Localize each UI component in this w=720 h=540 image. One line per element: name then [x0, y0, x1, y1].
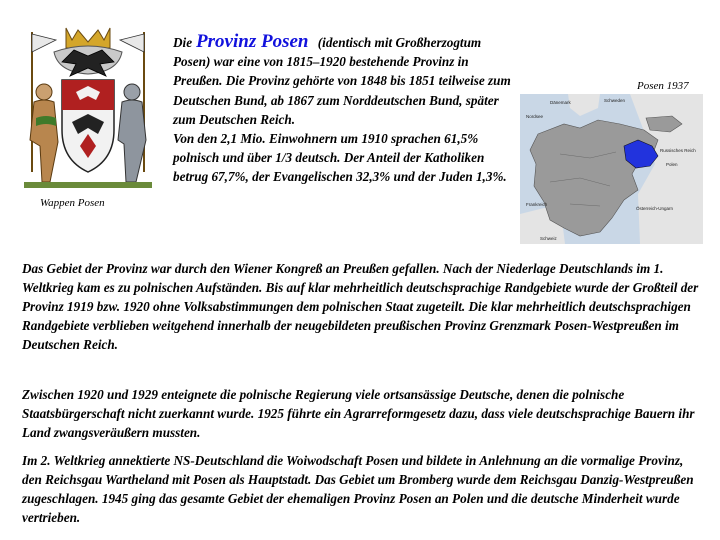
map-label-daenemark: Dänemark [550, 100, 571, 105]
coat-caption: Wappen Posen [40, 197, 105, 209]
paragraph-2 [22, 385, 702, 442]
map-label-nordsee: Nordsee [526, 114, 544, 119]
paragraph-1-text: Das Gebiet der Provinz war durch den Wiener Kongreß an Preußen gefallen. Nach der Niederlage Deutschlands im 1. Weltkrieg kam es zu polnischen Aufständen. Bis auf klar mehrheitlich deutschsprachige Randgebiete wurde der Großteil der Provinz 1919 bzw. 1920 ohne Volksabstimmungen dem polnischen Staat zugeteilt. Die klar mehrheitlich deutschsprachigen Randgebiete verblieben weitgehend innerhalb der neugebildeten preußischen Provinz Grenzmark Posen-Westpreußen im Deutschen Reich. [22, 261, 699, 352]
intro-lead: Die [173, 35, 193, 50]
page-title: Provinz Posen [196, 31, 309, 52]
intro-text-1: (identisch mit Großherzogtum Posen) war eine von 1815–1920 bestehende Provinz in Preußen. Die Provinz gehörte von 1848 bis 1851 teilweise zum Deutschen Bund, ab 1867 zum Norddeutschen Bund, später zum Deutschen Reich. [173, 35, 511, 127]
map-label-osterreich: Österreich-Ungarn [636, 206, 674, 211]
paragraph-3-text: Im 2. Weltkrieg annektierte NS-Deutschland die Woiwodschaft Posen und bildete in Anlehnung an die vormalige Provinz, den Reichsgau Wartheland mit Posen als Hauptstadt. Das Gebiet um Bromberg wurde dem Reichsgau Danzig-Westpreußen zugeschlagen. 1945 ging das gesamte Gebiet der ehemaligen Provinz Posen an Polen und die deutsche Minderheit wurde vertrieben. [22, 453, 694, 525]
map-label-schweden: Schweden [604, 98, 626, 103]
map-caption: Posen 1937 [637, 80, 689, 92]
map-label-frankreich: Frankreich [526, 202, 548, 207]
intro-text-2: Von den 2,1 Mio. Einwohnern um 1910 sprachen 61,5% polnisch und über 1/3 deutsch. Der Anteil der Katholiken betrug 67,7%, der Evangelischen 32,3% und der Juden 1,3%. [173, 131, 507, 185]
map-label-russland: Russisches Reich [660, 148, 696, 153]
coat-of-arms-image [14, 22, 162, 192]
map-label-schweiz: Schweiz [540, 236, 557, 241]
paragraph-2-text: Zwischen 1920 und 1929 enteignete die polnische Regierung viele ortsansässige Deutsche, denen die polnische Staatsbürgerschaft nicht zuerkannt wurde. 1925 führte ein Agrarreformgesetz dazu, dass viele deutschsprachige Bauern ihr Land zwangsveräußern mussten. [22, 387, 695, 440]
intro-text [173, 32, 518, 187]
province-map [520, 94, 703, 244]
paragraph-1 [22, 259, 702, 354]
map-label-polen: Polen [666, 162, 678, 167]
paragraph-3 [22, 451, 702, 527]
